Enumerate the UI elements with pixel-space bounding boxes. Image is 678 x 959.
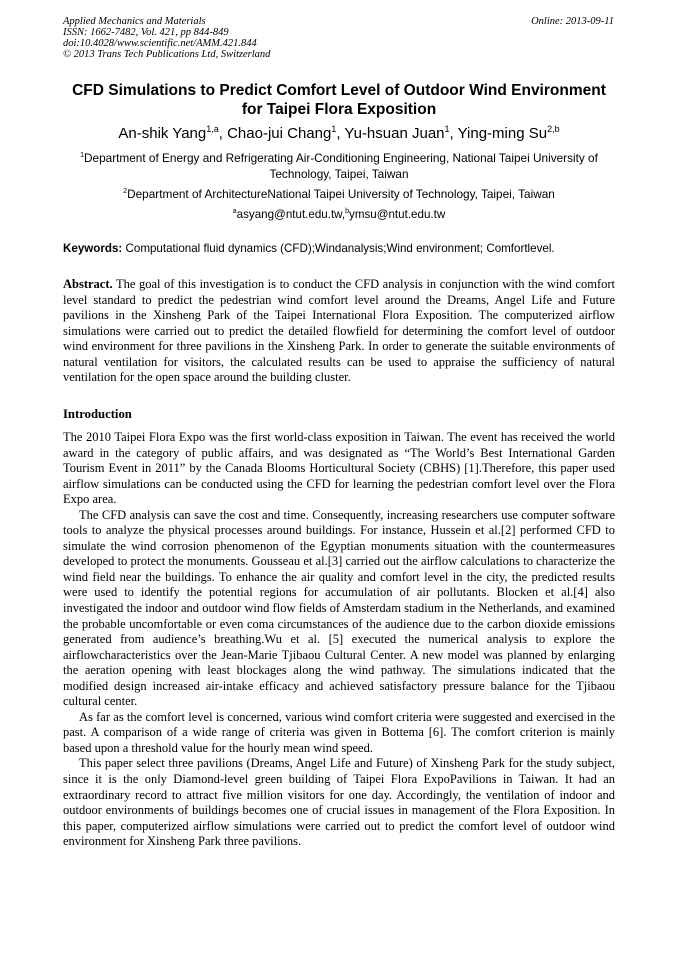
introduction-body <box>63 430 615 850</box>
paper-title: CFD Simulations to Predict Comfort Level of Outdoor Wind Environment for Taipei Flora Exposition <box>72 82 606 118</box>
abstract-label: Abstract. <box>63 277 113 291</box>
author-separator: , <box>449 125 458 142</box>
affiliation-mark: 1 <box>80 151 85 160</box>
affiliation <box>63 186 615 202</box>
paragraph: This paper select three pavilions (Dreams, Angel Life and Future) of Xinsheng Park for the study subject, since it is the only Diamond-level green building of Taipei Flora ExpoPavilions in Taiwan. It had an extraordinary record to attract five million visitors for one day. Accordingly, the ventilation of indoor and outdoor environments of buildings becomes one of crucial issues in management of the Flora Exposition. In this paper, computerized airflow simulations were carried out to predict the comfort level of outdoor wind environment for Xinsheng Park three pavilions. <box>63 756 615 849</box>
author-name: Ying-ming Su <box>457 125 548 142</box>
author <box>458 125 560 142</box>
section-heading: Introduction <box>63 407 132 421</box>
author <box>118 125 227 142</box>
affiliation-text: Department of ArchitectureNational Taipei University of Technology, Taipei, Taiwan <box>127 187 555 201</box>
issn-line: ISSN: 1662-7482, Vol. 421, pp 844-849 <box>63 27 229 38</box>
author-affil-mark: 1,a <box>206 124 219 134</box>
keywords-text: Computational fluid dynamics (CFD);Windanalysis;Wind environment; Comfortlevel. <box>122 242 555 255</box>
keywords <box>63 241 615 256</box>
paragraph: As far as the comfort level is concerned, various wind comfort criteria were suggested and exercised in the past. A comparison of a wide range of criteria was given in Bottema [6]. The comfort criterion is mainly based upon a threshold value for the hourly mean wind speed. <box>63 709 615 755</box>
author-name: Chao-jui Chang <box>227 125 332 142</box>
author-list <box>63 125 615 143</box>
journal-name: Applied Mechanics and Materials <box>63 16 206 27</box>
copyright-line: © 2013 Trans Tech Publications Ltd, Switzerland <box>63 49 271 60</box>
email-line <box>63 207 615 222</box>
affiliation-mark: 2 <box>123 187 128 196</box>
paragraph: The CFD analysis can save the cost and time. Consequently, increasing researchers use computer software tools to analyze the physical processes around buildings. For instance, Hussein et al.[2] performed CFD to simulate the wind corrosion phenomenon of the Egyptian monuments situation with the countermeasures developed to protect the monuments. Gousseau et al.[3] carried out the airflow calculations to characterize the wind field near the buildings. To enhance the air quality and comfort level in the city, the predicted results were used to identify the potential regions for accumulation of air pollutants. Blocken et al.[4] also investigated the indoor and outdoor wind flow fields of Amsterdam stadium in the Netherlands, and examined the probable uncomfortable or even coma circumstances of the audience due to the carbon dioxide emissions generated from audience’s breathing.Wu et al. [5] executed the numerical analysis to explore the airflowcharacteristics over the Jean-Marie Tjibaou Cultural Center. A new model was planned by enlarging the aeration opening with least blockages along the wind pathway. The simulations indicated that the modified design increased air-intake efficacy and achieved satisfactory pressure balance for the Tjibaou cultural center. <box>63 507 615 709</box>
author <box>227 125 344 142</box>
paragraph: The 2010 Taipei Flora Expo was the first world-class exposition in Taiwan. The event has received the world award in the category of public affairs, and was designated as “The World’s Best International Garden Tourism Event in 2011” by the Canada Blooms Horticultural Society (CBHS) [1].Therefore, this paper used airflow simulations can be conducted using the CFD for learning the pedestrian comfort level over the Flora Expo area. <box>63 430 615 507</box>
email-link[interactable]: ymsu@ntut.edu.tw <box>349 208 446 221</box>
author-affil-mark: 1 <box>444 124 450 134</box>
email-mark: b <box>345 208 350 216</box>
abstract <box>63 277 615 386</box>
author-affil-mark: 2,b <box>547 124 560 134</box>
online-date: Online: 2013-09-11 <box>531 16 614 27</box>
author-separator: , <box>218 125 228 142</box>
doi-line: doi:10.4028/www.scientific.net/AMM.421.844 <box>63 38 257 49</box>
affiliation-text: Department of Energy and Refrigerating Air-Conditioning Engineering, National Taipei University of Technology, Taipei, Taiwan <box>84 151 598 181</box>
author-separator: , <box>336 125 345 142</box>
author-name: An-shik Yang <box>118 125 207 142</box>
abstract-text: The goal of this investigation is to conduct the CFD analysis in conjunction with the wind comfort level standard to predict the pedestrian wind comfort level around the Dreams, Angel Life and Future pavilions in the Xinsheng Park of the Taipei International Flora Exposition. The computerized airflow simulations were carried out to predict the detailed flowfield for determining the comfort level of outdoor wind environment for three pavilions in the Xinsheng Park. In order to generate the suitable environments of natural ventilation for visitors, the calculated results can be used to appraise the sufficiency of natural ventilation for the open space around the building cluster. <box>63 277 615 385</box>
author <box>344 125 457 142</box>
journal-header <box>63 16 270 60</box>
author-affil-mark: 1 <box>331 124 337 134</box>
email-link[interactable]: asyang@ntut.edu.tw, <box>236 208 346 221</box>
author-name: Yu-hsuan Juan <box>344 125 445 142</box>
affiliation <box>63 150 615 182</box>
keywords-label: Keywords: <box>63 242 123 255</box>
email-mark: a <box>232 208 237 216</box>
